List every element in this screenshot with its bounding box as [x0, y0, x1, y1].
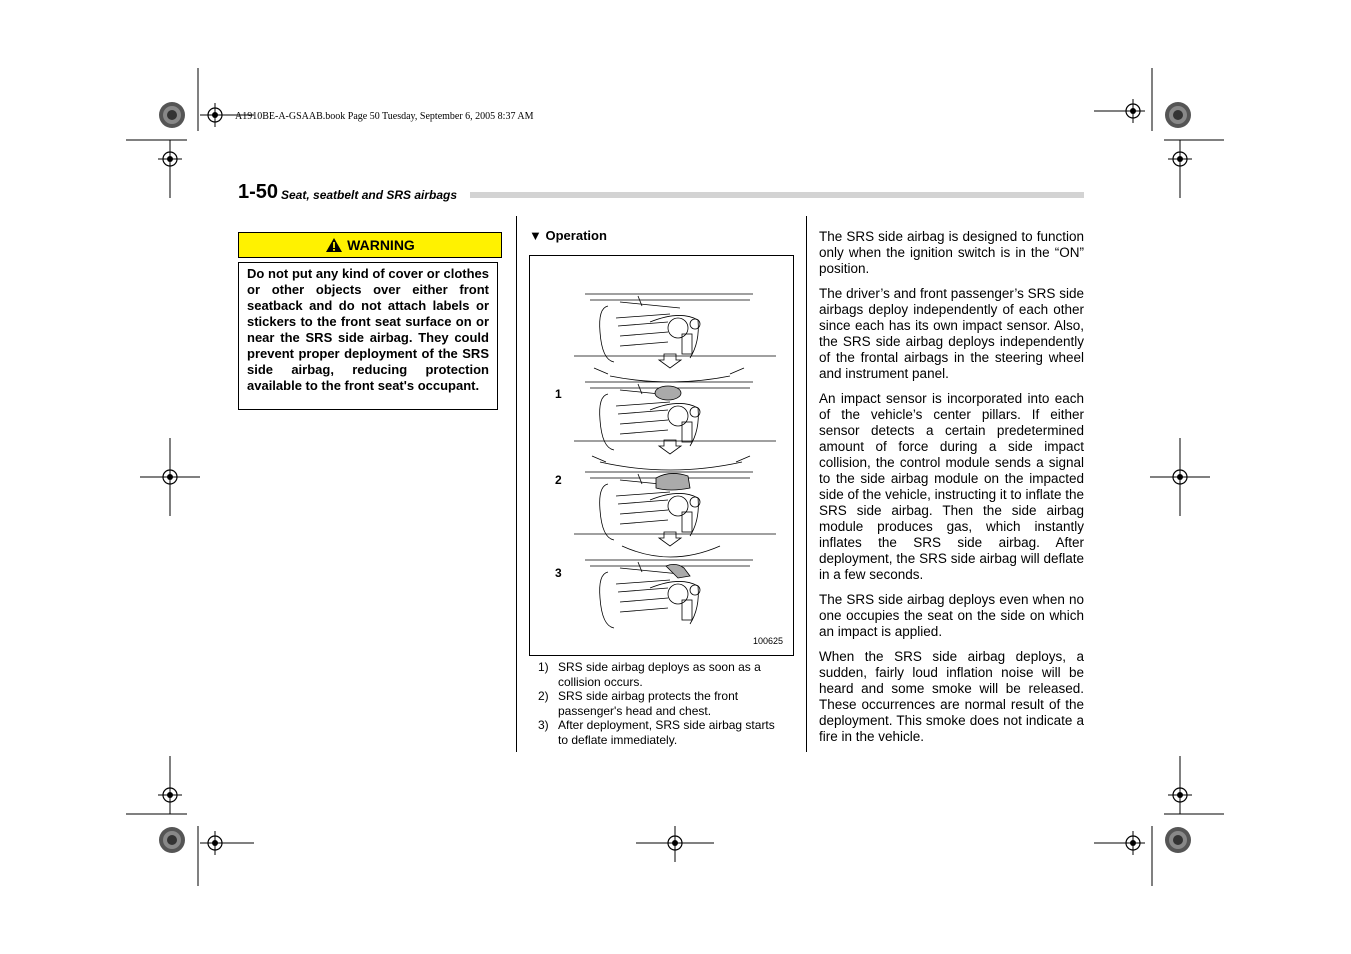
column-divider — [516, 216, 517, 752]
body-paragraph: An impact sensor is incorporated into each of the vehicle’s center pillars. If either sensor detects a certain predetermined amount of force during a side impact collision, the control module sends a signal to the side airbag module on the impacted side of the vehicle, instructing it to inflate the SRS side airbag. Then the side airbag module produces gas, which instantly inflates the SRS side airbag. After deployment, the SRS side airbag will deflate in a few seconds. — [819, 391, 1084, 582]
caption-item — [538, 660, 783, 689]
airbag-operation-figure — [529, 255, 794, 656]
operation-heading — [529, 228, 607, 243]
caption-text: After deployment, SRS side airbag starts to deflate immediately. — [558, 718, 775, 747]
warning-label: WARNING — [347, 237, 415, 253]
body-paragraph: When the SRS side airbag deploys, a sudden, fairly loud inflation noise will be heard and some smoke will be released. These occurrences are normal result of the deployment. This smoke does not indicate a fire in the vehicle. — [819, 649, 1084, 744]
caption-text: SRS side airbag protects the front passenger's head and chest. — [558, 689, 739, 718]
caption-item — [538, 689, 783, 718]
body-paragraph: The driver’s and front passenger’s SRS side airbags deploy independently of each other since each has its own impact sensor. Also, the SRS side airbag deploys independently of the frontal airbags in the steering wheel and instrument panel. — [819, 286, 1084, 381]
caption-number: 2) — [538, 689, 549, 703]
step-label-1: 1 — [555, 387, 562, 401]
caption-number: 3) — [538, 718, 549, 732]
figure-code: 100625 — [753, 636, 784, 646]
page-number: 1-50 — [238, 181, 279, 203]
step-label-2: 2 — [555, 473, 562, 487]
airbag-icon — [666, 564, 690, 578]
operation-title: Operation — [545, 228, 607, 243]
caption-text: SRS side airbag deploys as soon as a collision occurs. — [558, 660, 761, 689]
file-info: A1910BE-A-GSAAB.book Page 50 Tuesday, September 6, 2005 8:37 AM — [235, 111, 534, 122]
caption-item — [538, 718, 783, 747]
airbag-icon — [656, 473, 690, 490]
figure-captions — [538, 660, 783, 747]
warning-header — [238, 232, 502, 258]
body-text — [819, 229, 1084, 754]
airbag-icon — [655, 386, 681, 400]
caption-number: 1) — [538, 660, 549, 674]
section-title: Seat, seatbelt and SRS airbags — [281, 188, 458, 202]
heading-marker-icon: ▼ — [529, 228, 542, 243]
step-label-3: 3 — [555, 566, 562, 580]
warning-text: Do not put any kind of cover or clothes or other objects over either front seatback and do not attach labels or stickers to the front seat surface on or near the SRS side airbag. They could prevent proper deployment of the SRS side airbag, reducing protection available to the front seat's occupant. — [238, 262, 498, 410]
column-divider — [806, 216, 807, 752]
body-paragraph: The SRS side airbag is designed to function only when the ignition switch is in the “ON” position. — [819, 229, 1084, 276]
warning-triangle-icon — [325, 237, 343, 253]
header-bar — [470, 192, 1084, 198]
airbag-illustration — [530, 256, 793, 655]
body-paragraph: The SRS side airbag deploys even when no one occupies the seat on the side on which an impact is applied. — [819, 592, 1084, 639]
